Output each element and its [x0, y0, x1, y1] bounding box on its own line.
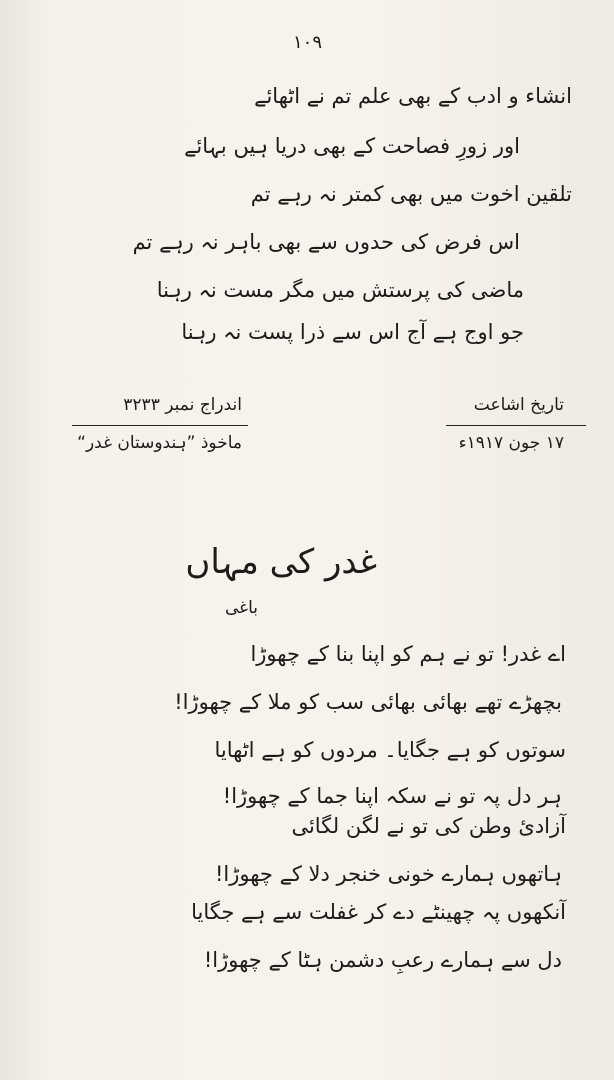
publish-date: ۱۷ جون ۱۹۱۷ء	[458, 433, 564, 453]
poem2-line-7: آنکھوں پہ چھینٹے دے کر غفلت سے ہے جگایا	[191, 900, 566, 924]
poem2-title: غدر کی مہاں	[185, 542, 377, 582]
poem2-line-8: دل سے ہمارے رعبِ دشمن ہٹا کے چھوڑا!	[203, 948, 562, 972]
poem1-line-2: اور زورِ فصاحت کے بھی دریا ہیں بہائے	[184, 134, 520, 158]
poem2-line-4: ہر دل پہ تو نے سکہ اپنا جما کے چھوڑا!	[222, 784, 562, 808]
publish-rule	[446, 425, 586, 426]
source-note: ماخوذ ”ہندوستان غدر“	[77, 433, 242, 453]
poem1-line-3: تلقین اخوت میں بھی کمتر نہ رہے تم	[250, 182, 572, 206]
poem2-line-1: اے غدر! تو نے ہم کو اپنا بنا کے چھوڑا	[250, 642, 566, 666]
poem1-line-5: ماضی کی پرستش میں مگر مست نہ رہنا	[156, 278, 524, 302]
poem2-line-2: بچھڑے تھے بھائی بھائی سب کو ملا کے چھوڑا!	[174, 690, 562, 714]
entry-rule	[72, 425, 248, 426]
publish-label: تاریخ اشاعت	[473, 395, 564, 415]
entry-number: اندراج نمبر ۳۲۳۳	[123, 395, 242, 415]
page-number: ۱۰۹	[293, 32, 323, 53]
poem2-line-6: ہاتھوں ہمارے خونی خنجر دلا کے چھوڑا!	[214, 862, 562, 886]
poem1-line-4: اس فرض کی حدوں سے بھی باہر نہ رہے تم	[132, 230, 520, 254]
poem1-line-1: انشاء و ادب کے بھی علم تم نے اٹھائے	[254, 84, 572, 108]
poem2-author: باغی	[225, 598, 258, 618]
poem1-line-6: جو اوج ہے آج اس سے ذرا پست نہ رہنا	[181, 320, 524, 344]
poem2-line-3: سوتوں کو ہے جگایا۔ مردوں کو ہے اٹھایا	[214, 738, 566, 762]
poem2-line-5: آزادئ وطن کی تو نے لگن لگائی	[291, 814, 566, 838]
